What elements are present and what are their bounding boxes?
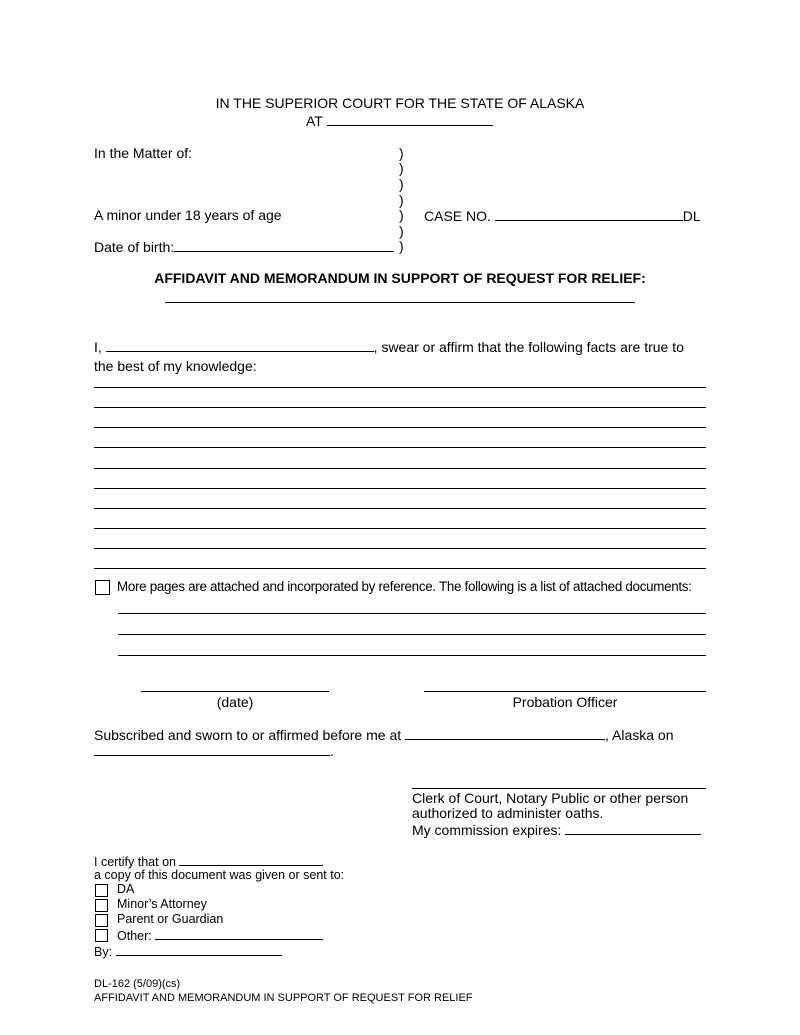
other-row [117,927,323,943]
dob-label: Date of birth: [94,239,175,255]
officer-label: Probation Officer [512,694,618,710]
minors-attorney-option: Minor’s Attorney [117,897,207,911]
fact-line[interactable] [94,508,706,509]
commission-row [412,821,701,838]
court-location-field[interactable] [327,112,493,126]
attachments-text: More pages are attached and incorporated by reference. The following is a list of attached documents: [117,579,692,594]
minors-attorney-checkbox[interactable] [95,899,108,912]
affiant-name-field[interactable] [106,338,374,352]
by-label: By: [94,945,113,959]
affiant-statement-cont: the best of my knowledge: [94,358,257,374]
attachment-line[interactable] [118,613,706,614]
case-number-label: CASE NO. [424,208,491,224]
case-number-field[interactable] [495,207,683,221]
form-id: DL-162 (5/09)(cs) [94,978,181,990]
minor-label: A minor under 18 years of age [94,207,282,223]
by-field[interactable] [116,943,282,956]
caption-paren: ) [399,238,404,254]
fact-line[interactable] [94,548,706,549]
case-number-row [424,207,701,224]
sworn-row [94,726,674,743]
caption-paren: ) [399,145,404,161]
attachments-checkbox[interactable] [95,580,110,595]
fact-line[interactable] [94,387,706,388]
dob-field[interactable] [174,238,394,252]
form-title-footer: AFFIDAVIT AND MEMORANDUM IN SUPPORT OF REQUEST FOR RELIEF [94,992,473,1004]
by-row [94,943,282,959]
dob-row [94,238,394,255]
other-field[interactable] [155,927,323,940]
court-location [306,112,493,129]
date-label: (date) [216,694,254,710]
date-signature-field[interactable] [141,691,329,692]
court-heading: IN THE SUPERIOR COURT FOR THE STATE OF ALASKA [215,95,585,111]
certify-label: I certify that on [94,855,176,869]
sworn-end: . [330,743,334,759]
commission-expires-field[interactable] [565,821,701,835]
da-option: DA [117,882,135,896]
caption-paren: ) [399,176,404,192]
caption-paren: ) [399,223,404,239]
fact-line[interactable] [94,488,706,489]
sworn-text: Subscribed and sworn to or affirmed before me at [94,727,402,743]
certify-copy-text: a copy of this document was given or sent to: [94,868,345,882]
sworn-date-row [94,742,334,759]
attachment-line[interactable] [118,655,706,656]
at-label: AT [306,113,323,129]
relief-field[interactable] [165,302,635,303]
caption-paren: ) [399,160,404,176]
parent-guardian-option: Parent or Guardian [117,912,224,926]
other-option: Other: [117,929,152,943]
da-checkbox[interactable] [95,884,108,897]
fact-line[interactable] [94,427,706,428]
affiant-statement: , swear or affirm that the following facts are true to [373,339,684,355]
case-suffix: DL [682,208,701,224]
matter-label: In the Matter of: [94,145,193,161]
clerk-authorized: authorized to administer oaths. [412,805,604,821]
sworn-date-field[interactable] [94,742,330,756]
parent-guardian-checkbox[interactable] [95,914,108,927]
clerk-title: Clerk of Court, Notary Public or other person [412,790,689,806]
affiant-row [94,338,684,355]
fact-line[interactable] [94,528,706,529]
sworn-alaska: , Alaska on [605,727,674,743]
fact-line[interactable] [94,447,706,448]
attachment-line[interactable] [118,634,706,635]
officer-signature-field[interactable] [424,691,706,692]
certify-row [94,853,323,869]
clerk-signature-field[interactable] [412,788,706,789]
affiant-prefix: I, [94,339,102,355]
fact-line[interactable] [94,407,706,408]
document-title: AFFIDAVIT AND MEMORANDUM IN SUPPORT OF REQUEST FOR RELIEF: [154,270,646,286]
commission-label: My commission expires: [412,822,562,838]
caption-paren: ) [399,192,404,208]
other-checkbox[interactable] [95,929,108,942]
caption-paren: ) [399,207,404,223]
fact-line[interactable] [94,568,706,569]
sworn-location-field[interactable] [405,726,605,740]
fact-line[interactable] [94,468,706,469]
certify-date-field[interactable] [179,853,323,866]
